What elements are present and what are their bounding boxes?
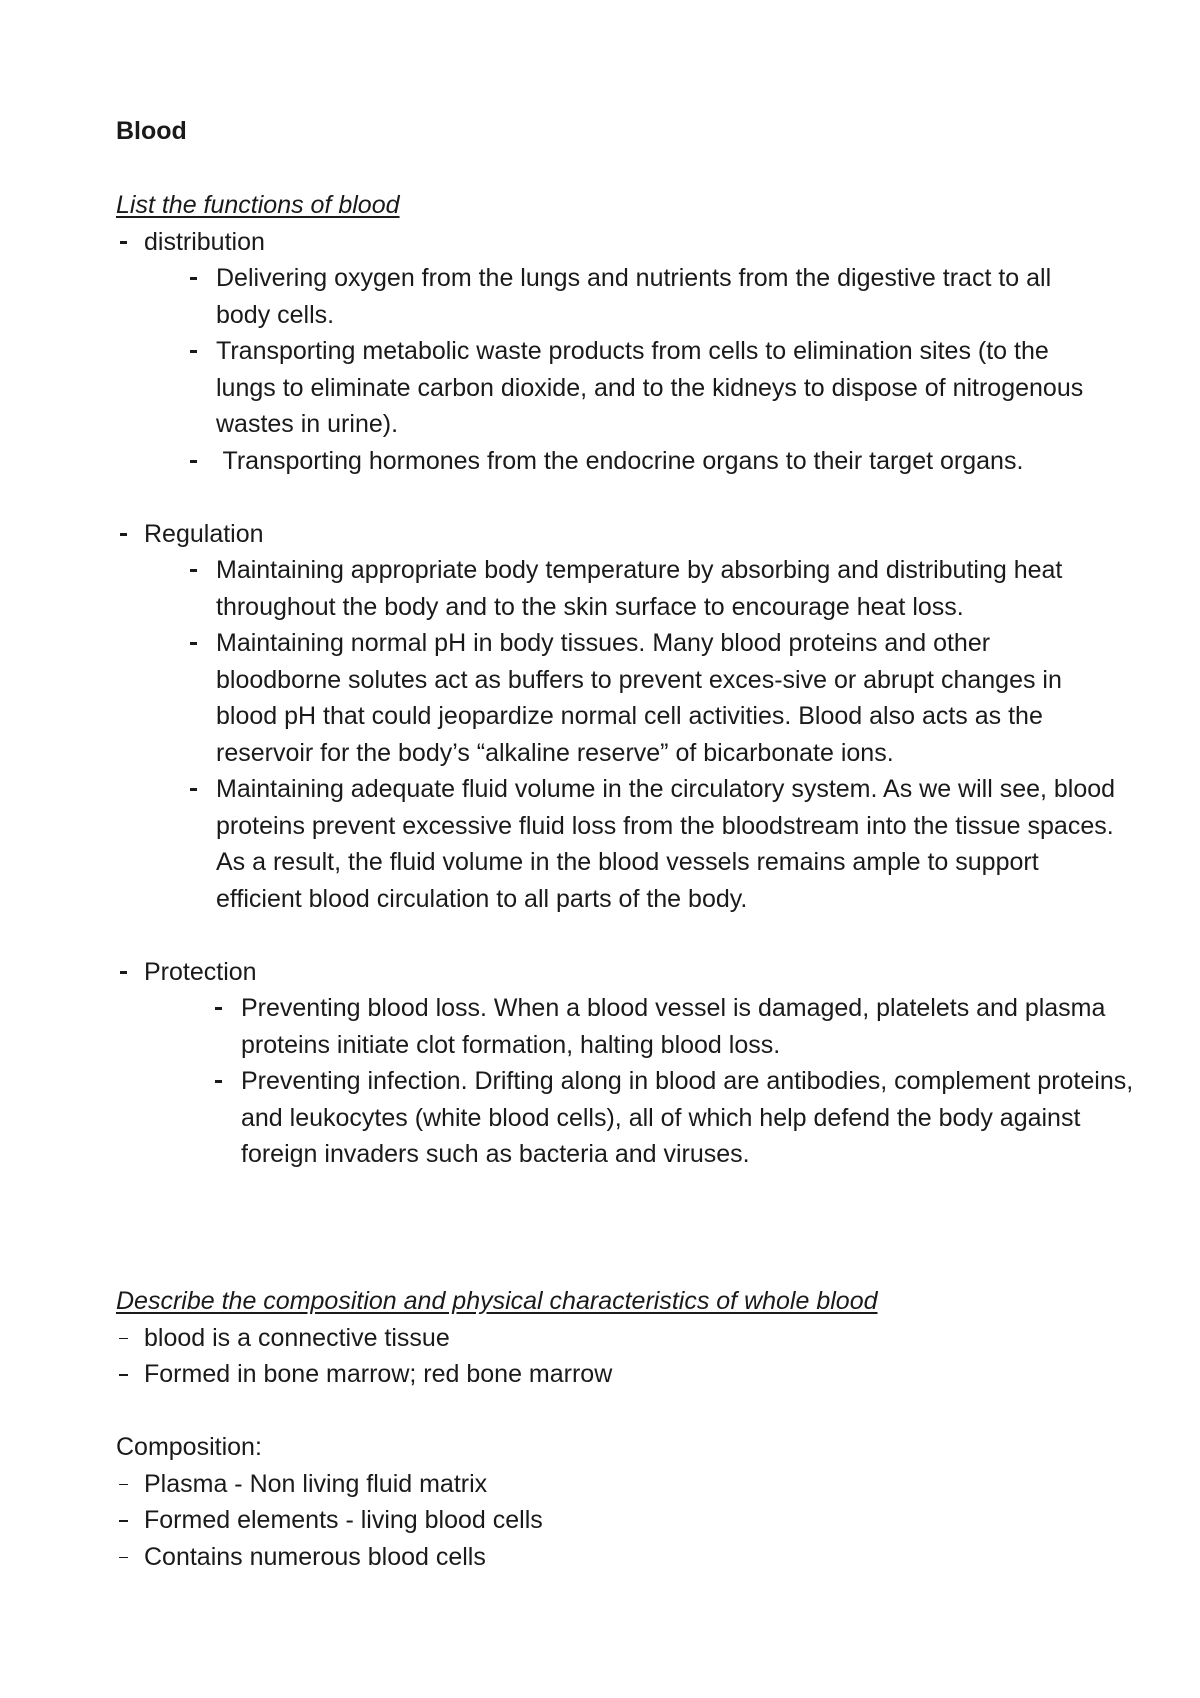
page-title: Blood	[116, 117, 187, 145]
composition-characteristics-section	[116, 1283, 1116, 1393]
list-item: blood is a connective tissue	[116, 1320, 1116, 1357]
list-item: Formed elements - living blood cells	[116, 1502, 1116, 1539]
list-item: Preventing infection. Drifting along in blood are antibodies, complement proteins, and leukocytes (white blood cells), all of which help defend the body against foreign invaders such as bacteria and viruses.	[116, 1063, 1141, 1173]
composition-characteristics-heading: Describe the composition and physical characteristics of whole blood	[116, 1287, 878, 1315]
list-item: Delivering oxygen from the lungs and nutrients from the digestive tract to all body cells.	[116, 260, 1096, 333]
composition-section	[116, 1429, 1116, 1575]
list-item: Contains numerous blood cells	[116, 1539, 1116, 1576]
list-item: Preventing blood loss. When a blood vessel is damaged, platelets and plasma proteins initiate clot formation, halting blood loss.	[116, 990, 1141, 1063]
list-item: Transporting hormones from the endocrine organs to their target organs.	[116, 443, 1136, 480]
group-label-distribution: distribution	[116, 224, 1116, 261]
list-item: Maintaining appropriate body temperature by absorbing and distributing heat throughout the body and to the skin surface to encourage heat loss.	[116, 552, 1096, 625]
group-label-protection: Protection	[116, 954, 1116, 991]
list-item: Maintaining adequate fluid volume in the circulatory system. As we will see, blood proteins prevent excessive fluid loss from the bloodstream into the tissue spaces. As a result, the fluid volume in the blood vessels remains ample to support efficient blood circulation to all parts of the body.	[116, 771, 1116, 917]
list-item: Maintaining normal pH in body tissues. Many blood proteins and other bloodborne solutes act as buffers to prevent exces-sive or abrupt changes in blood pH that could jeopardize normal cell activities. Blood also acts as the reservoir for the body’s “alkaline reserve” of bicarbonate ions.	[116, 625, 1116, 771]
composition-label: Composition:	[116, 1433, 262, 1461]
list-item: Transporting metabolic waste products from cells to elimination sites (to the lungs to eliminate carbon dioxide, and to the kidneys to dispose of nitrogenous wastes in urine).	[116, 333, 1096, 443]
functions-section	[116, 187, 1134, 1173]
list-item: Formed in bone marrow; red bone marrow	[116, 1356, 1116, 1393]
functions-heading: List the functions of blood	[116, 191, 400, 219]
group-label-regulation: Regulation	[116, 516, 1116, 553]
list-item: Plasma - Non living fluid matrix	[116, 1466, 1116, 1503]
